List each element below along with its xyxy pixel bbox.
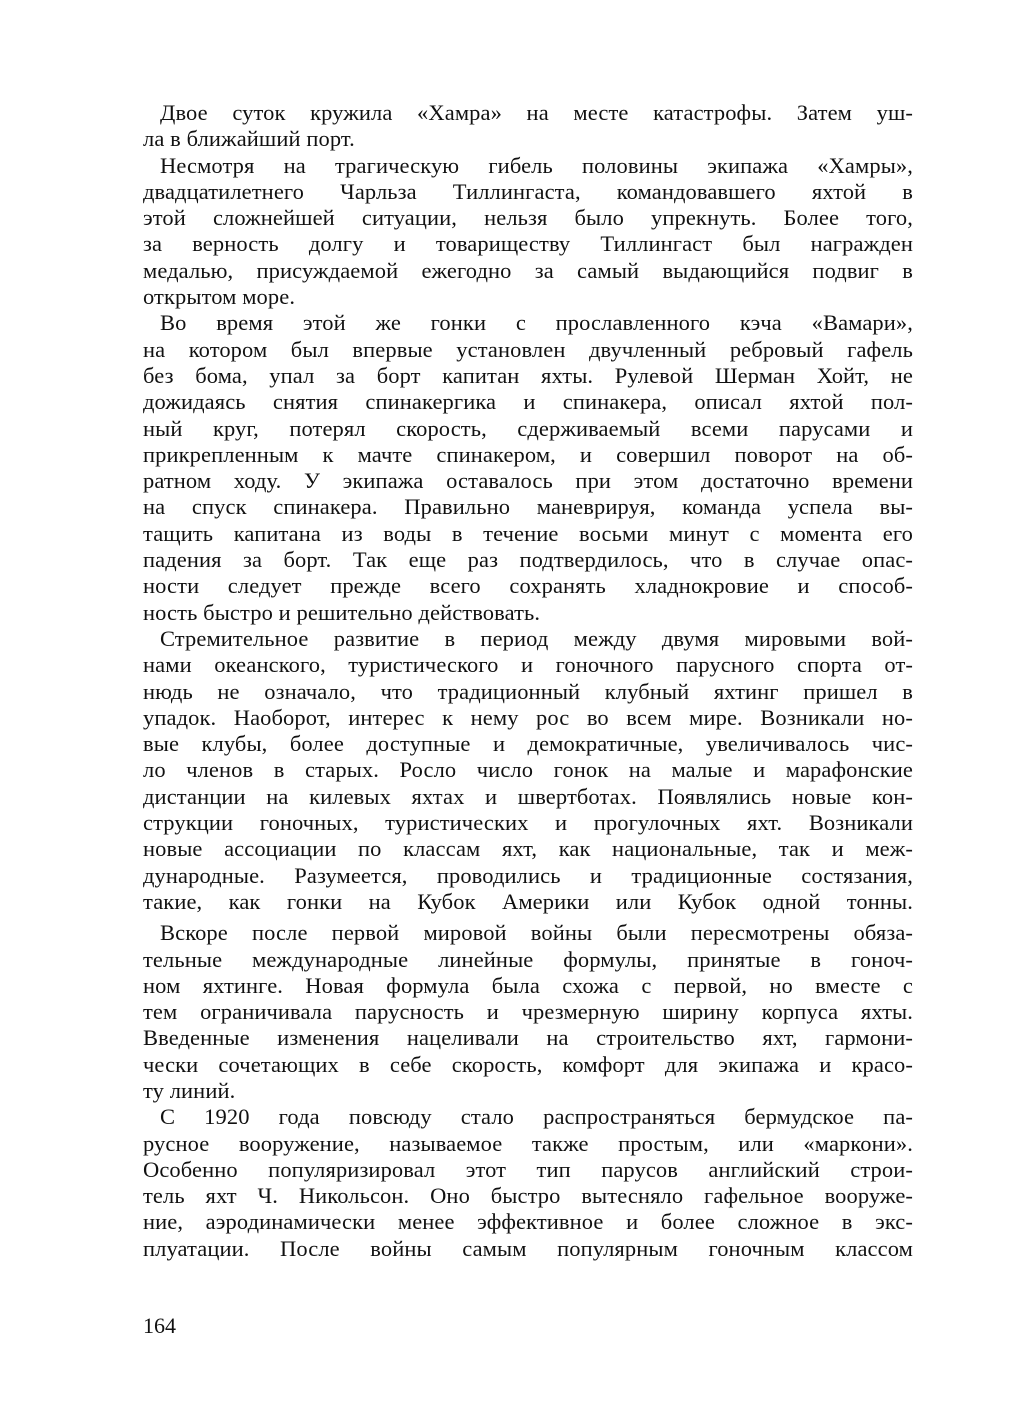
text-line: нюдь не означало, что традиционный клубный яхтинг пришел в (143, 678, 913, 704)
text-line: чески сочетающих в себе скорость, комфорт для экипажа и красо- (143, 1051, 913, 1077)
text-line: дународные. Разумеется, проводились и традиционные состязания, (143, 862, 913, 888)
text-line: тель яхт Ч. Никольсон. Оно быстро вытесняло гафельное вооруже- (143, 1183, 913, 1209)
text-line: вые клубы, более доступные и демократичные, увеличивалось чис- (143, 731, 913, 757)
text-line: этой сложнейшей ситуации, нельзя было упрекнуть. Более того, (143, 205, 913, 231)
text-line: открытом море. (143, 284, 296, 310)
paragraph (143, 1104, 913, 1262)
text-line: за верность долгу и товариществу Тиллингаст был награжден (143, 231, 913, 257)
text-line: новые ассоциации по классам яхт, как национальные, так и меж- (143, 836, 913, 862)
paragraph (143, 100, 913, 153)
text-line: двадцатилетнего Чарльза Тиллингаста, командовавшего яхтой в (143, 178, 913, 204)
text-line: упадок. Наоборот, интерес к нему рос во всем мире. Возникали но- (143, 704, 913, 730)
text-line: прикрепленным к мачте спинакером, и совершил поворот на об- (143, 441, 913, 467)
text-line: ность быстро и решительно действовать. (143, 599, 541, 625)
text-line: тащить капитана из воды в течение восьми минут с момента его (143, 520, 913, 546)
paragraph (143, 153, 913, 311)
text-line: ла в ближайший порт. (143, 126, 355, 152)
paragraph (143, 310, 913, 626)
text-line: ло членов в старых. Росло число гонок на малые и марафонские (143, 757, 913, 783)
text-line: русное вооружение, называемое также простым, или «маркони». (143, 1130, 913, 1156)
text-line: без бома, упал за борт капитан яхты. Рулевой Шерман Хойт, не (143, 362, 913, 388)
text-line: на спуск спинакера. Правильно маневрируя, команда успела вы- (143, 494, 913, 520)
text-line: на котором был впервые установлен двучленный ребровый гафель (143, 336, 913, 362)
text-line: тем ограничивала парусность и чрезмерную ширину корпуса яхты. (143, 999, 913, 1025)
text-line: Стремительное развитие в период между двумя мировыми вой- (160, 625, 913, 651)
paragraph (143, 920, 913, 1104)
text-line: плуатации. После войны самым популярным гоночным классом (143, 1235, 913, 1261)
text-line: нами океанского, туристического и гоночного парусного спорта от- (143, 652, 913, 678)
text-line: такие, как гонки на Кубок Америки или Кубок одной тонны. (143, 888, 913, 914)
page-body (143, 100, 913, 1262)
text-line: ние, аэродинамически менее эффективное и более сложное в экс- (143, 1209, 913, 1235)
text-line: струкции гоночных, туристических и прогулочных яхт. Возникали (143, 810, 913, 836)
text-line: Двое суток кружила «Хамра» на месте катастрофы. Затем уш- (160, 100, 913, 125)
text-line: дистанции на килевых яхтах и швертботах. Появлялись новые кон- (143, 783, 913, 809)
text-line: медалью, присуждаемой ежегодно за самый выдающийся подвиг в (143, 257, 913, 283)
text-line: дожидаясь снятия спинакергика и спинакера, описал яхтой пол- (143, 389, 913, 415)
text-line: тельные международные линейные формулы, принятые в гоноч- (143, 946, 913, 972)
text-line: ном яхтинге. Новая формула была схожа с первой, но вместе с (143, 972, 913, 998)
text-line: Несмотря на трагическую гибель половины экипажа «Хамры», (160, 152, 913, 178)
text-line: ный круг, потерял скорость, сдерживаемый всеми парусами и (143, 415, 913, 441)
text-line: Введенные изменения нацеливали на строительство яхт, гармони- (143, 1025, 913, 1051)
text-line: ту линий. (143, 1077, 236, 1103)
text-line: С 1920 года повсюду стало распространяться бермудское па- (160, 1104, 913, 1130)
text-line: ратном ходу. У экипажа оставалось при этом достаточно времени (143, 468, 913, 494)
text-line: падения за борт. Так еще раз подтвердилось, что в случае опас- (143, 547, 913, 573)
page-number: 164 (143, 1313, 176, 1338)
text-line: Вскоре после первой мировой войны были пересмотрены обяза- (160, 920, 913, 946)
text-line: Во время этой же гонки с прославленного кэча «Вамари», (160, 310, 913, 336)
text-line: ности следует прежде всего сохранять хладнокровие и способ- (143, 573, 913, 599)
paragraph (143, 626, 913, 915)
text-line: Особенно популяризировал этот тип парусов английский строи- (143, 1156, 913, 1182)
